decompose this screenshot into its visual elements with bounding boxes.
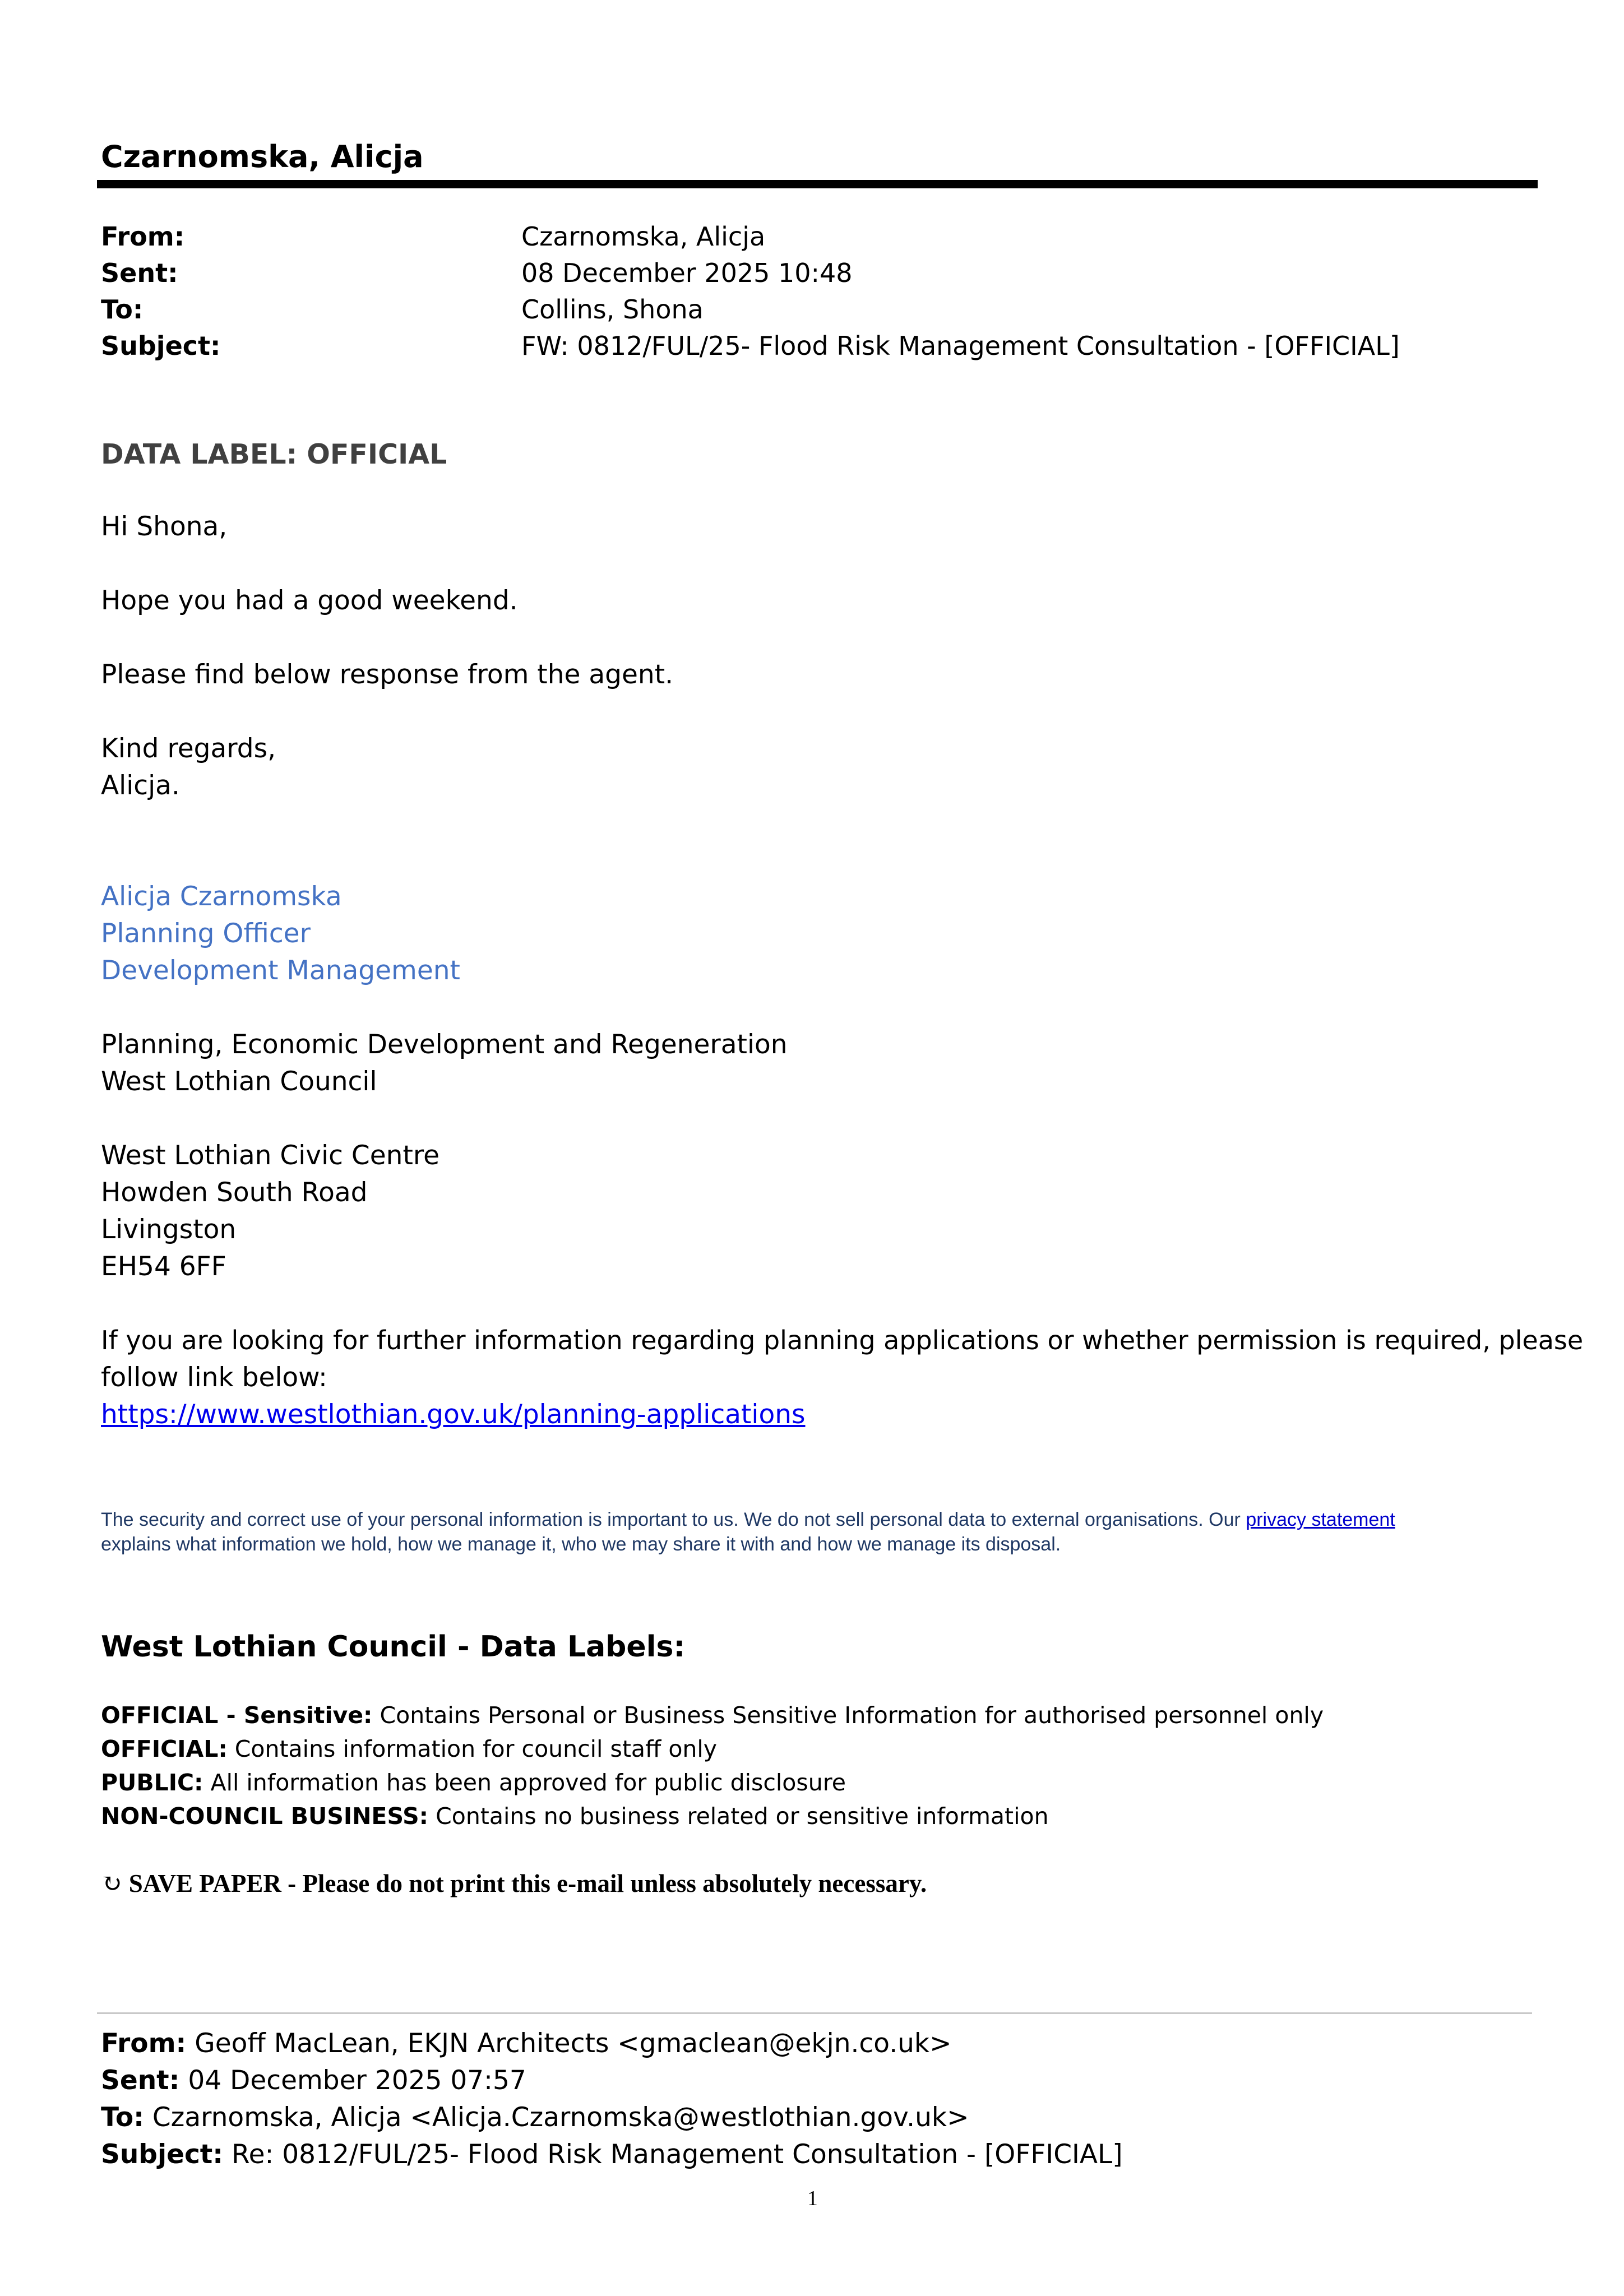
data-label-desc: All information has been approved for public disclosure: [210, 1769, 846, 1796]
forwarded-sent: [101, 2065, 526, 2096]
disclaimer-text: The security and correct use of your personal information is important to us. We do not sell personal data to external organisations. Our: [101, 1509, 1241, 1530]
data-label-term: PUBLIC:: [101, 1769, 203, 1796]
planning-applications-link[interactable]: https://www.westlothian.gov.uk/planning-applications: [101, 1399, 806, 1430]
signature-name: Alicja Czarnomska: [101, 881, 342, 912]
subject-label: Subject:: [101, 331, 221, 361]
data-label-row: [101, 1769, 846, 1796]
forwarded-from-value: Geoff MacLean, EKJN Architects <gmaclean@ekjn.co.uk>: [195, 2028, 952, 2059]
data-label-term: OFFICIAL - Sensitive:: [101, 1702, 373, 1729]
privacy-disclaimer-line-2: explains what information we hold, how we manage it, who we may share it with and how we manage its disposal.: [101, 1534, 1061, 1555]
recycle-arrow-icon: ↻: [101, 1869, 122, 1897]
signature-department: Planning, Economic Development and Regeneration: [101, 1029, 788, 1060]
data-label-official: DATA LABEL: OFFICIAL: [101, 438, 447, 470]
signoff-line-2: Alicja.: [101, 770, 180, 801]
address-line-3: Livingston: [101, 1214, 237, 1245]
from-label: From:: [101, 221, 185, 252]
sent-label: Sent:: [101, 258, 178, 288]
address-line-1: West Lothian Civic Centre: [101, 1140, 440, 1171]
save-paper-notice: [101, 1868, 927, 1898]
page-number: 1: [807, 2187, 818, 2210]
forwarded-to: [101, 2102, 969, 2133]
info-line-2: follow link below:: [101, 1362, 327, 1393]
forwarded-to-value: Czarnomska, Alicja <Alicja.Czarnomska@westlothian.gov.uk>: [152, 2102, 969, 2133]
forwarded-sent-value: 04 December 2025 07:57: [188, 2065, 526, 2096]
info-line-1: If you are looking for further information regarding planning applications or whether permission is required, please: [101, 1325, 1584, 1355]
forwarded-from: [101, 2028, 952, 2059]
privacy-statement-link[interactable]: privacy statement: [1246, 1509, 1395, 1530]
address-postcode: EH54 6FF: [101, 1251, 226, 1282]
subject-value: FW: 0812/FUL/25- Flood Risk Management Consultation - [OFFICIAL]: [521, 331, 1400, 361]
header-divider: [97, 180, 1538, 188]
data-label-row: [101, 1702, 1324, 1729]
body-line-1: Hope you had a good weekend.: [101, 585, 518, 616]
forwarded-to-label: To:: [101, 2102, 144, 2133]
save-paper-text: SAVE PAPER - Please do not print this e-mail unless absolutely necessary.: [128, 1869, 927, 1897]
to-label: To:: [101, 294, 144, 325]
signature-title: Planning Officer: [101, 918, 311, 949]
forwarded-subject: [101, 2139, 1123, 2170]
sent-value: 08 December 2025 10:48: [521, 258, 853, 288]
privacy-disclaimer-line-1: [101, 1509, 1395, 1531]
header-sender-name: Czarnomska, Alicja: [101, 139, 424, 174]
signature-council: West Lothian Council: [101, 1066, 377, 1097]
greeting: Hi Shona,: [101, 511, 228, 542]
address-line-2: Howden South Road: [101, 1177, 368, 1208]
forward-separator: [97, 2012, 1532, 2014]
data-label-desc: Contains information for council staff only: [234, 1735, 718, 1762]
data-label-desc: Contains no business related or sensitive information: [436, 1803, 1049, 1830]
to-value: Collins, Shona: [521, 294, 704, 325]
data-label-desc: Contains Personal or Business Sensitive Information for authorised personnel only: [380, 1702, 1324, 1729]
forwarded-subject-label: Subject:: [101, 2139, 224, 2170]
body-line-2: Please find below response from the agent.: [101, 659, 674, 690]
signoff-line-1: Kind regards,: [101, 733, 276, 764]
data-labels-heading: West Lothian Council - Data Labels:: [101, 1630, 686, 1664]
data-label-row: [101, 1803, 1049, 1830]
from-value: Czarnomska, Alicja: [521, 221, 766, 252]
data-label-term: NON-COUNCIL BUSINESS:: [101, 1803, 429, 1830]
data-label-term: OFFICIAL:: [101, 1735, 228, 1762]
signature-team: Development Management: [101, 955, 460, 986]
forwarded-from-label: From:: [101, 2028, 187, 2059]
forwarded-subject-value: Re: 0812/FUL/25- Flood Risk Management Consultation - [OFFICIAL]: [232, 2139, 1123, 2170]
forwarded-sent-label: Sent:: [101, 2065, 180, 2096]
data-label-row: [101, 1735, 717, 1762]
